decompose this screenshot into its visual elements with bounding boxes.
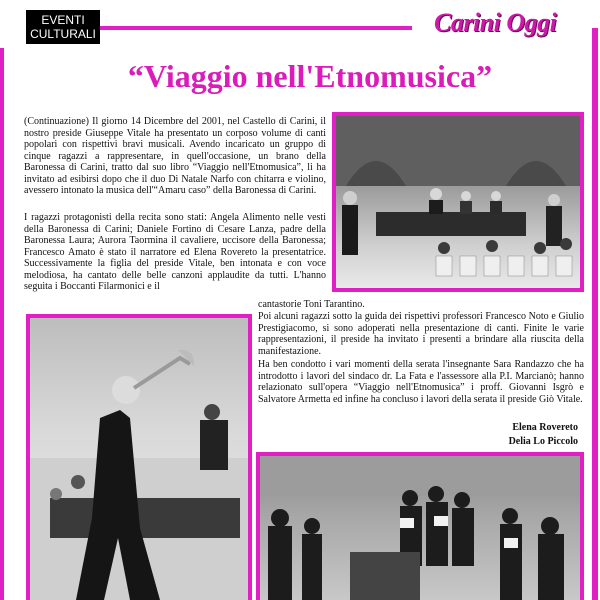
presentation-audience-photo [336, 116, 580, 288]
section-tag [26, 10, 100, 44]
header-rule [100, 26, 412, 30]
author-signature-1: Elena Rovereto [512, 422, 578, 433]
presentation-audience-illustration [336, 116, 580, 288]
article-paragraph-3: Poi alcuni ragazzi sotto la guida dei rispettivi professori Francesco Noto e Giulio Prestigiacomo, si sono adoperati nella presentazione di canti. Finite le varie rappresentazioni, il preside ha invitato i presenti a brindare alla riuscita della manifestazione. [258, 311, 584, 357]
trumpet-player-photo [30, 318, 248, 600]
article-headline: “Viaggio nell'Etnomusica” [127, 58, 493, 94]
page-frame-right [592, 28, 598, 600]
masthead-logo: Carini Oggi [434, 8, 557, 37]
article-paragraph-2-end: cantastorie Toni Tarantino. [258, 299, 365, 310]
section-tag-line1: EVENTI [41, 13, 85, 27]
author-signature-2: Delia Lo Piccolo [508, 436, 578, 447]
trumpet-player-illustration [30, 318, 248, 600]
article-paragraph-1: (Continuazione) Il giorno 14 Dicembre del 2001, nel Castello di Carini, il nostro preside Giuseppe Vitale ha presentato un corposo volume di canti popolari con rispettivi bravi musicali. Avendo incaricato un gruppo di cinque ragazzi a rappresentare, in quell'occasione, un brano della Baronessa di Carini, tratto dal suo libro “Viaggio nell'Etnomusica”, li ha invitato ad esibirsi dopo che il duo Di Natale Narfo con chitarra e violino, avessero intonato la musica dell'“Amaru caso” della Baronessa di Carini. [24, 116, 326, 196]
article-paragraph-2: I ragazzi protagonisti della recita sono stati: Angela Alimento nelle vesti della Baronessa di Carini; Daniele Fortino di Cesare Lanza, padre della Baronessa Laura; Aurora Taormina il cavaliere, uccisore della Baronessa; Francesco Amato è stato il narratore ed Elena Rovereto la presentatrice. Successivamente la figlia del preside Vitale, ben intonata e con voce melodiosa, ha cantato delle belle canzoni applaudite da tutti. L'hanno seguita i Boccanti Filarmonici e il [24, 212, 326, 292]
page-frame-left [0, 48, 4, 600]
section-tag-line2: CULTURALI [30, 27, 96, 41]
children-choir-illustration [260, 456, 580, 600]
children-choir-photo [260, 456, 580, 600]
article-paragraph-4: Ha ben condotto i vari momenti della serata l'insegnante Sara Randazzo che ha introdotto i lavori del sindaco dr. La Fata e l'assessore alla P.I. Marcianò; hanno relazionato sull'opera “Viaggio nell'Etnomusica” i proff. Giovanni Isgrò e Salvatore Armetta ed infine ha concluso i lavori della serata il preside Giò Vitale. [258, 359, 584, 405]
